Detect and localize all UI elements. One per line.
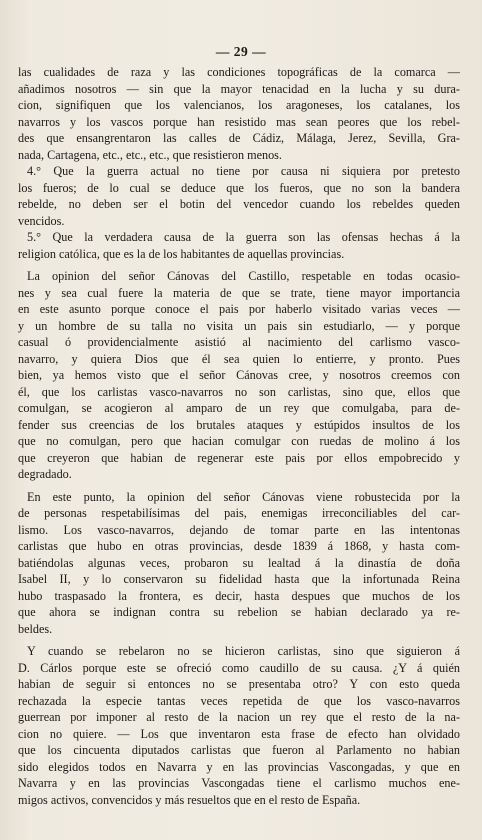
text-line: cion no quiere. — Los que inventaron esta frase de efecto han olvidado: [18, 726, 460, 741]
text-line: comulgan, se acogieron al amparo de un rey que comulgaba, para de-: [18, 401, 460, 415]
text-line: batiéndolas algunas veces, probaron su lealtad á la dinastía de doña: [18, 555, 460, 570]
text-line: navarro, y quiera Dios que él sea quien lo entierre, y pronto. Pues: [18, 351, 460, 366]
text-line: religion católica, que es la de los habitantes de aquellas provincias.: [18, 246, 345, 261]
text-line: En este punto, la opinion del señor Cánovas viene robustecida por la: [27, 489, 460, 504]
text-line: sido elegidos todos en Navarra y en las provincias Vascongadas, y que en: [18, 759, 460, 774]
text-line: rebelde, no deben ser el botin del vencedor cuando los rebeldes queden: [18, 197, 460, 211]
text-line: que los cincuenta diputados carlistas que fueron al Parlamento no habian: [18, 743, 460, 757]
text-line: rechazada la especie tantas veces repetida de que los vasco-navarros: [18, 693, 460, 708]
paragraph: [18, 64, 460, 163]
text-line: que ahora se indignan contra su rebelion se habian declarado ya re-: [18, 605, 460, 619]
paragraph: [18, 163, 460, 229]
text-line: Isabel II, y lo conservaron su fidelidad hasta que la infortunada Reina: [18, 572, 460, 586]
text-line: habian de seguir si entonces no se presentaba otro? Y con esto queda: [18, 677, 460, 691]
body-text: [18, 64, 460, 808]
text-line: hubo traspasado la frontera, es decir, hasta despues que muchos de los: [18, 588, 460, 603]
text-line: que no comulgan, pero que hacian comulgar con ruedas de molino á los: [18, 434, 460, 448]
text-line: migos activos, convencidos y más resueltos que en el resto de España.: [18, 792, 361, 807]
text-line: cion, signifiquen que los valencianos, los aragoneses, los catalanes, los: [18, 98, 460, 112]
text-line: beldes.: [18, 621, 53, 636]
text-line: casual ó providencialmente asistió al nacimiento del carlismo vasco-: [18, 335, 460, 349]
page-number: — 29 —: [215, 44, 267, 59]
paragraph: [18, 643, 460, 808]
text-line: y un hombre de su talla no visita un pais sin estudiarlo, — y porque: [18, 318, 460, 333]
text-line: él, que los carlistas vasco-navarros no son carlistas, sino que, ellos que: [18, 384, 460, 399]
paragraph: [18, 489, 460, 638]
text-line: bien, ya hemos visto que el señor Cánovas cree, y nosotros creemos con: [18, 368, 460, 382]
paragraph: [18, 229, 460, 262]
text-line: añadimos nosotros — sin que la mayor tenacidad en la lucha y su dura-: [18, 81, 460, 96]
text-line: 4.° Que la guerra actual no tiene por causa ni siquiera por pretesto: [27, 164, 460, 178]
text-line: de personas respetabilísimas del pais, enemigas irreconciliables del car-: [18, 506, 460, 520]
text-line: que creyeron que habian de regenerar este pais por ellos empobrecido y: [18, 450, 460, 465]
text-line: Navarra y en las provincias Vascongadas tiene el carlismo muchos ene-: [18, 776, 460, 790]
text-line: 5.° Que la verdadera causa de la guerra son las ofensas hechas á la: [27, 230, 460, 244]
text-line: en este asunto porque conoce el pais por haberlo visitado varias veces —: [18, 302, 460, 316]
text-line: los fueros; de lo cual se deduce que los fueros, que no son la bandera: [18, 180, 460, 195]
text-line: vencidos.: [18, 213, 65, 228]
text-line: las cualidades de raza y las condiciones topográficas de la comarca —: [18, 65, 460, 79]
text-line: nada, Cartagena, etc., etc., etc., que resistieron menos.: [18, 147, 282, 162]
text-line: D. Cárlos porque este se ofreció como caudillo de su causa. ¿Y á quién: [18, 660, 460, 675]
text-line: des que ensangrentaron las calles de Cádiz, Málaga, Jerez, Sevilla, Gra-: [18, 131, 460, 145]
text-line: La opinion del señor Cánovas del Castillo, respetable en todas ocasio-: [27, 269, 460, 283]
paragraph: [18, 268, 460, 483]
text-line: Y cuando se rebelaron no se hicieron carlistas, sino que siguieron á: [27, 644, 460, 658]
text-line: degradado.: [18, 467, 72, 481]
text-line: navarros y los vascos porque han resistido mas sean peores que los rebel-: [18, 114, 460, 129]
text-line: carlistas que hubo en otras provincias, desde 1839 á 1868, y hasta com-: [18, 539, 460, 553]
text-line: fender sus creencias de los brutales ataques y estúpidos insultos de los: [18, 417, 460, 432]
text-line: guerrean por imponer al resto de la nacion un rey que el resto de la na-: [18, 710, 460, 724]
text-line: lismo. Los vasco-navarros, dejando de tomar parte en las intentonas: [18, 522, 460, 537]
text-line: nes y sea cual fuere la materia de que se trate, tiene mayor importancia: [18, 285, 460, 300]
